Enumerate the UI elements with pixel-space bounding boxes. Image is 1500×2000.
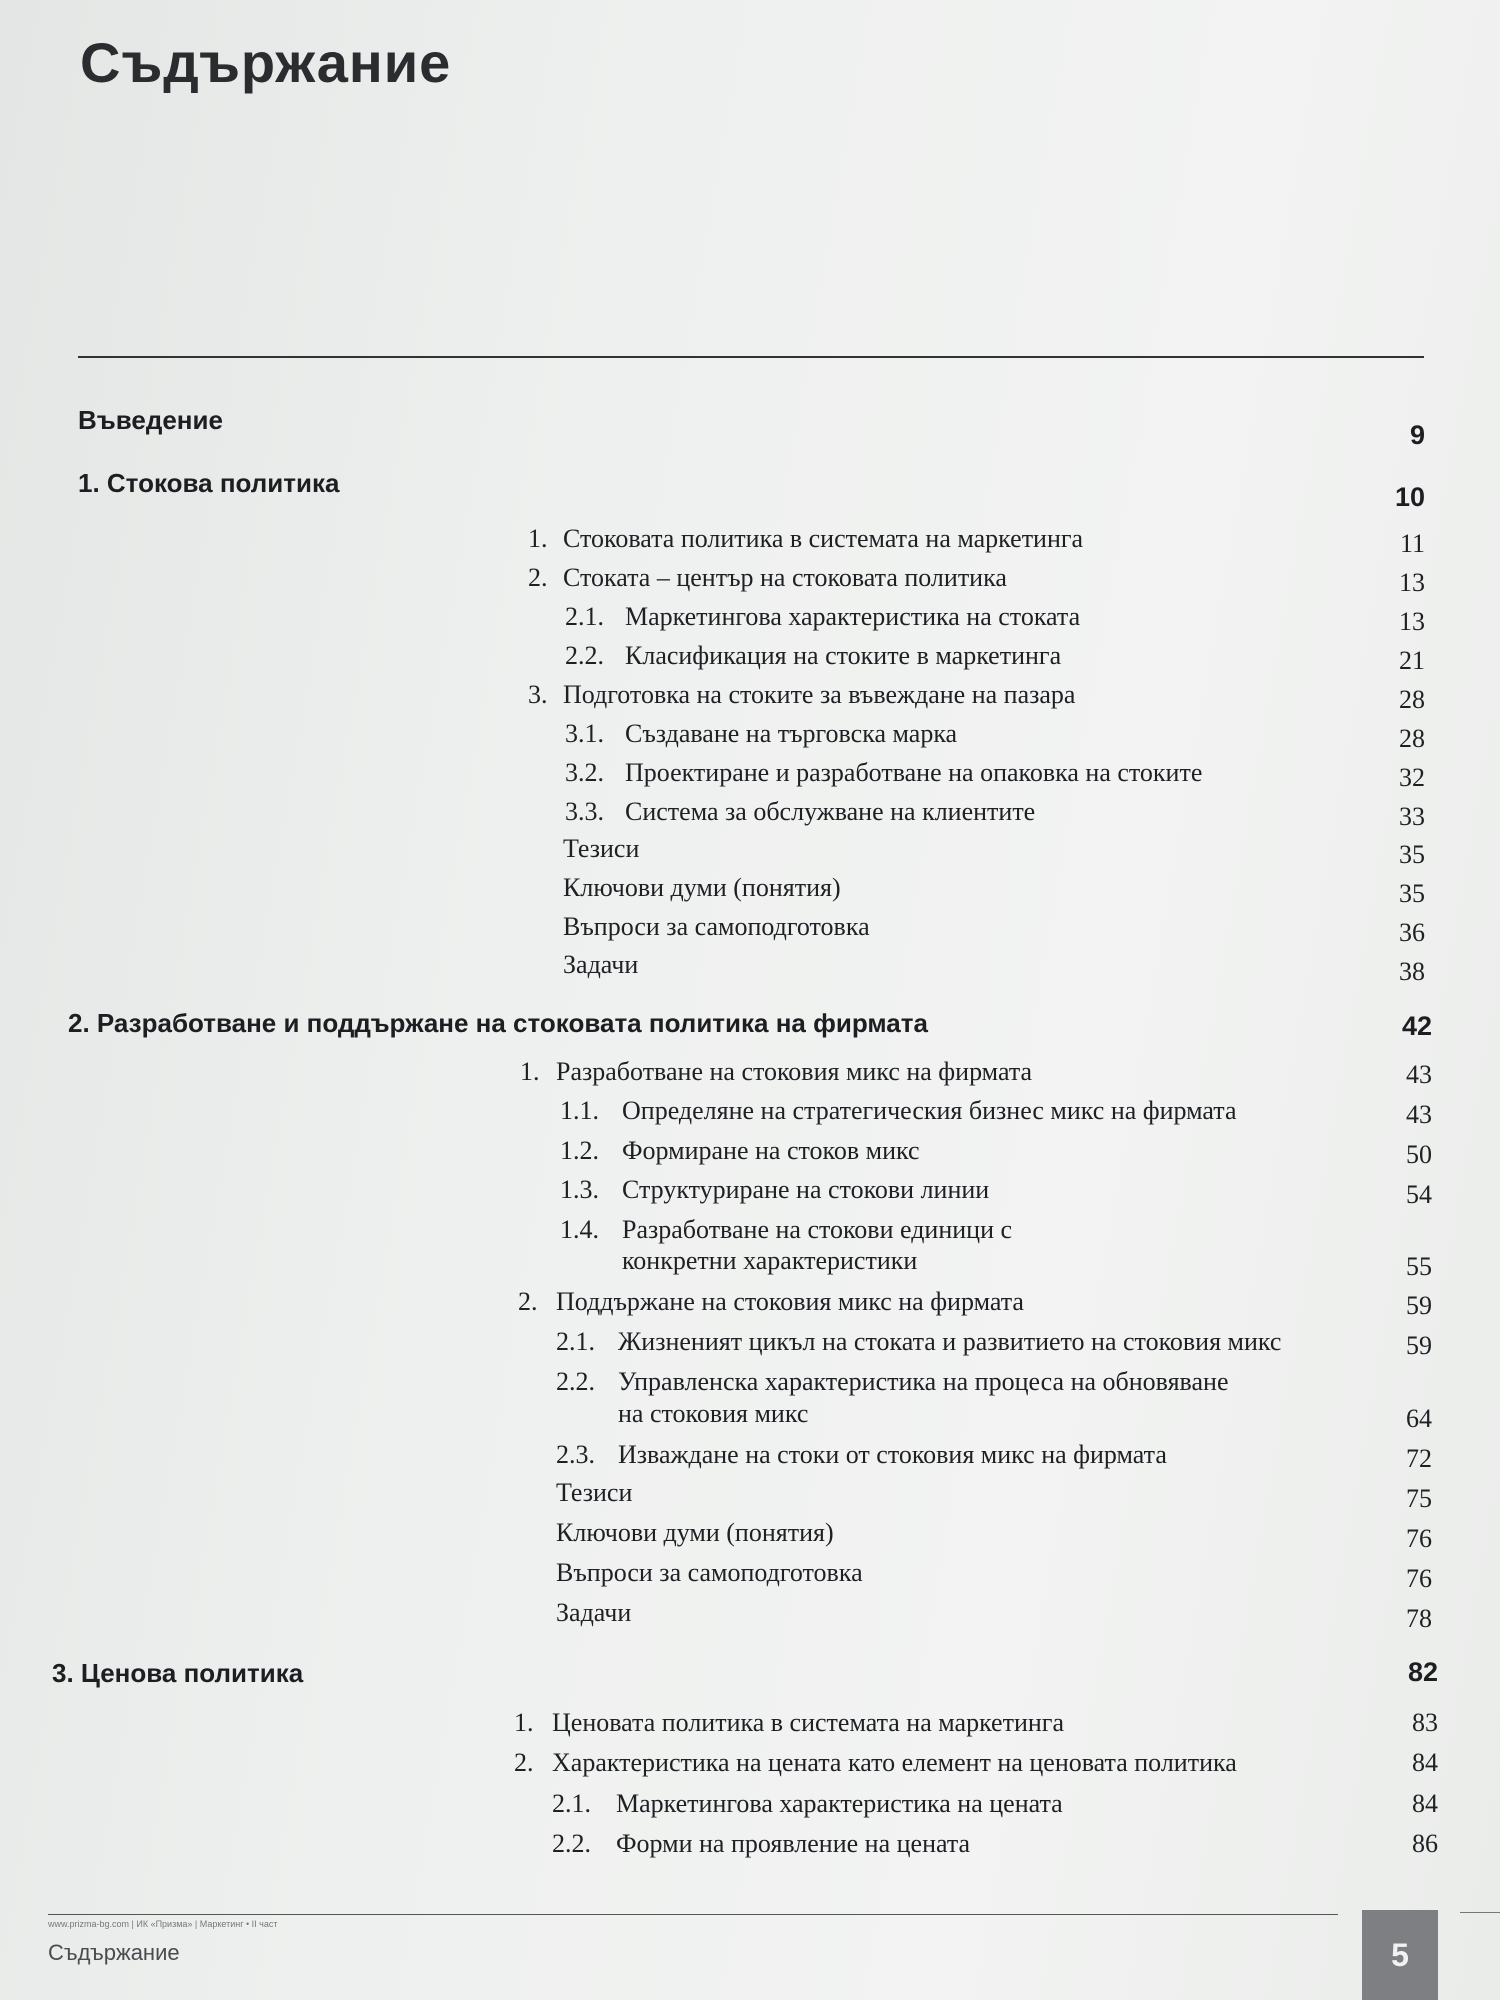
toc-page-number: 83 — [1412, 1708, 1438, 1737]
toc-entry: Въпроси за самоподготовка — [563, 912, 870, 941]
footer-section-label: Съдържание — [48, 1940, 180, 1965]
toc-entry: Задачи — [556, 1598, 632, 1627]
toc-page-number: 75 — [1406, 1484, 1432, 1513]
toc-entry: 1. Стоковата политика в системата на маркетинга — [528, 524, 1084, 553]
toc-page-number: 35 — [1399, 879, 1425, 908]
toc-entry: 3.3. Система за обслужване на клиентите — [565, 797, 1036, 826]
toc-page-number: 35 — [1399, 840, 1425, 869]
toc-entry: 3.1. Създаване на търговска марка — [565, 719, 958, 748]
toc-page-number: 76 — [1406, 1524, 1432, 1553]
toc-entry: Тезиси — [556, 1478, 633, 1507]
toc-page-number: 43 — [1406, 1060, 1432, 1089]
toc-page-number: 50 — [1406, 1140, 1432, 1169]
toc-page-number: 72 — [1406, 1444, 1432, 1473]
footer-publisher: www.prizma-bg.com | ИК «Призма» | Маркетинг • II част — [48, 1919, 278, 1929]
toc-entry: 2.2. Класификация на стоките в маркетинга — [565, 641, 1062, 670]
toc-page-number: 13 — [1399, 607, 1425, 636]
toc-page-number: 32 — [1399, 763, 1425, 792]
toc-page-number: 84 — [1412, 1789, 1438, 1818]
toc-page-number: 78 — [1406, 1604, 1432, 1633]
toc-page-number: 64 — [1406, 1404, 1432, 1433]
toc-section-introduction: Въведение — [78, 405, 223, 435]
footer-divider — [48, 1914, 1338, 1915]
toc-page-number: 84 — [1412, 1748, 1438, 1777]
toc-entry: 1.4. Разработване на стокови единици с — [560, 1215, 1013, 1244]
toc-page-number: 42 — [1401, 1011, 1432, 1041]
toc-page-number: 10 — [1394, 482, 1425, 512]
toc-entry: 2.2. Управленска характеристика на процеса на обновяване — [556, 1367, 1229, 1396]
toc-entry: 1.3. Структуриране на стокови линии — [560, 1175, 990, 1204]
title-divider — [78, 356, 1424, 358]
toc-entry: 2. Характеристика на цената като елемент на ценовата политика — [514, 1748, 1237, 1777]
toc-entry: Въпроси за самоподготовка — [556, 1558, 863, 1587]
toc-section-title: 2. Разработване и поддържане на стоковата политика на фирмата — [68, 1008, 928, 1038]
page-number-box: 5 — [1362, 1910, 1438, 2000]
toc-entry: 2.1. Жизненият цикъл на стоката и развитието на стоковия микс — [556, 1327, 1282, 1356]
toc-entry: 1. Разработване на стоковия микс на фирмата — [520, 1057, 1033, 1086]
toc-entry: 1. Ценовата политика в системата на маркетинга — [514, 1708, 1064, 1737]
toc-entry: 1.2. Формиране на стоков микс — [560, 1136, 920, 1165]
toc-entry-continuation: на стоковия микс — [618, 1399, 809, 1428]
toc-page-number: 28 — [1399, 685, 1425, 714]
toc-page-number: 33 — [1399, 802, 1425, 831]
toc-section-title: 3. Ценова политика — [52, 1658, 304, 1688]
toc-entry: Тезиси — [563, 834, 640, 863]
toc-entry: 2.1. Маркетингова характеристика на цената — [552, 1789, 1063, 1818]
toc-entry: 2.1. Маркетингова характеристика на стоката — [565, 602, 1081, 631]
toc-page-number: 76 — [1406, 1564, 1432, 1593]
toc-entry: 2. Стоката – център на стоковата политика — [528, 563, 1007, 592]
toc-page-number: 86 — [1412, 1829, 1438, 1858]
toc-entry: Задачи — [563, 950, 639, 979]
toc-entry: Ключови думи (понятия) — [563, 873, 841, 902]
toc-page-number: 43 — [1406, 1100, 1432, 1129]
toc-page-number: 82 — [1407, 1657, 1438, 1687]
toc-entry-continuation: конкретни характеристики — [622, 1246, 918, 1275]
toc-section-title: 1. Стокова политика — [78, 468, 340, 498]
toc-entry: Ключови думи (понятия) — [556, 1518, 834, 1547]
toc-page-number: 36 — [1399, 918, 1425, 947]
toc-entry: 3.2. Проектиране и разработване на опаковка на стоките — [565, 758, 1203, 787]
toc-page-number: 11 — [1399, 529, 1425, 558]
toc-entry: 2. Поддържане на стоковия микс на фирмата — [518, 1287, 1024, 1316]
toc-page-number: 38 — [1399, 957, 1425, 986]
toc-page-number: 59 — [1406, 1291, 1432, 1320]
footer-divider-right — [1460, 1912, 1500, 1913]
toc-page-number: 54 — [1406, 1180, 1432, 1209]
toc-entry: 2.3. Изваждане на стоки от стоковия микс на фирмата — [556, 1440, 1167, 1469]
toc-entry: 1.1. Определяне на стратегическия бизнес микс на фирмата — [560, 1096, 1237, 1125]
toc-entry: 2.2. Форми на проявление на цената — [552, 1829, 971, 1858]
toc-page-number: 21 — [1399, 646, 1425, 675]
toc-page-number: 59 — [1406, 1331, 1432, 1360]
toc-page-number: 9 — [1409, 420, 1425, 450]
toc-page-number: 28 — [1399, 724, 1425, 753]
page-title: Съдържание — [80, 31, 452, 94]
toc-entry: 3. Подготовка на стоките за въвеждане на пазара — [528, 680, 1076, 709]
toc-page-number: 13 — [1399, 568, 1425, 597]
toc-page-number: 55 — [1406, 1252, 1432, 1281]
